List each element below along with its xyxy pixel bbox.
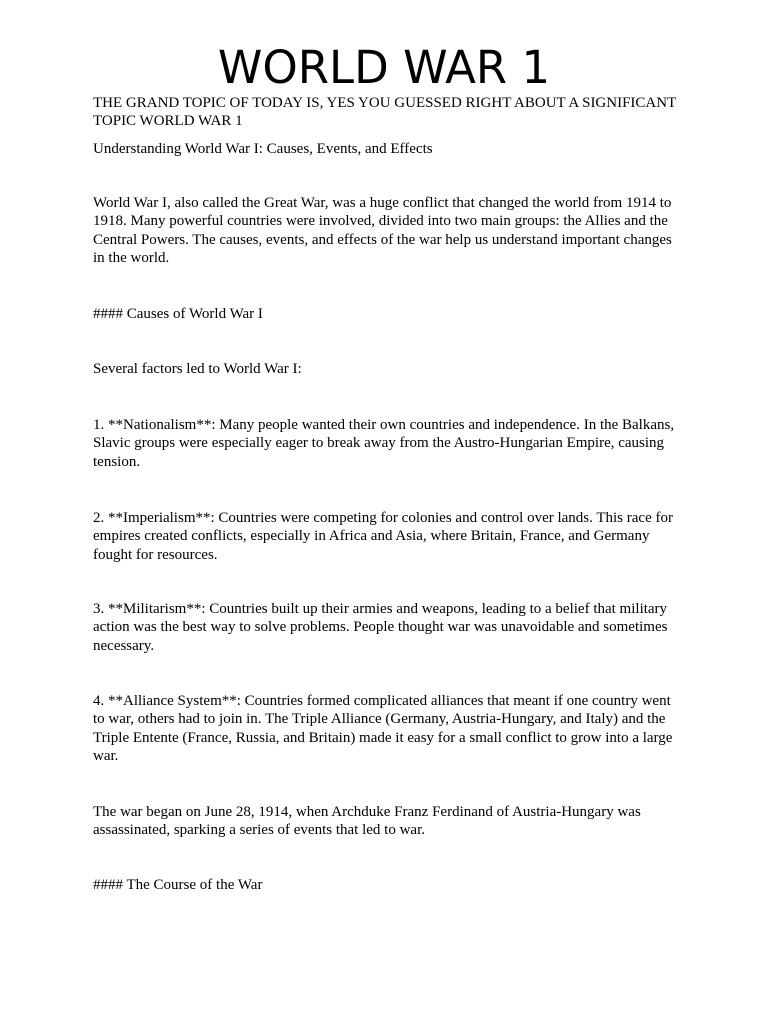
list-item-imperialism: 2. **Imperialism**: Countries were competing for colonies and control over lands. This race for empires created conflicts, especially in Africa and Asia, where Britain, France, and Germany fought for resources. (93, 510, 673, 563)
document-title: WORLD WAR 1 (217, 41, 551, 94)
paragraph-factors: Several factors led to World War I: (93, 361, 302, 377)
intro-text: THE GRAND TOPIC OF TODAY IS, YES YOU GUESSED RIGHT ABOUT A SIGNIFICANT TOPIC WORLD WAR 1 (93, 95, 676, 129)
heading-causes: #### Causes of World War I (93, 306, 263, 322)
heading-course-of-war: #### The Course of the War (93, 877, 263, 893)
list-item-nationalism: 1. **Nationalism**: Many people wanted their own countries and independence. In the Balkans, Slavic groups were especially eager to break away from the Austro-Hungarian Empire, causing tension. (93, 417, 675, 470)
paragraph-introduction: World War I, also called the Great War, was a huge conflict that changed the world from 1914 to 1918. Many powerful countries were involved, divided into two main groups: the Allies and the Central Powers. The causes, events, and effects of the war help us understand important changes in the world. (93, 195, 672, 266)
list-item-alliance-system: 4. **Alliance System**: Countries formed complicated alliances that meant if one country went to war, others had to join in. The Triple Alliance (Germany, Austria-Hungary, and Italy) and the Triple Entente (France, Russia, and Britain) made it easy for a small conflict to grow into a large war. (93, 693, 673, 764)
paragraph-war-began: The war began on June 28, 1914, when Archduke Franz Ferdinand of Austria-Hungary was assassinated, sparking a series of events that led to war. (93, 804, 641, 839)
document-subtitle: Understanding World War I: Causes, Events, and Effects (93, 141, 433, 157)
list-item-militarism: 3. **Militarism**: Countries built up their armies and weapons, leading to a belief that military action was the best way to solve problems. People thought war was unavoidable and sometimes necessary. (93, 601, 668, 654)
